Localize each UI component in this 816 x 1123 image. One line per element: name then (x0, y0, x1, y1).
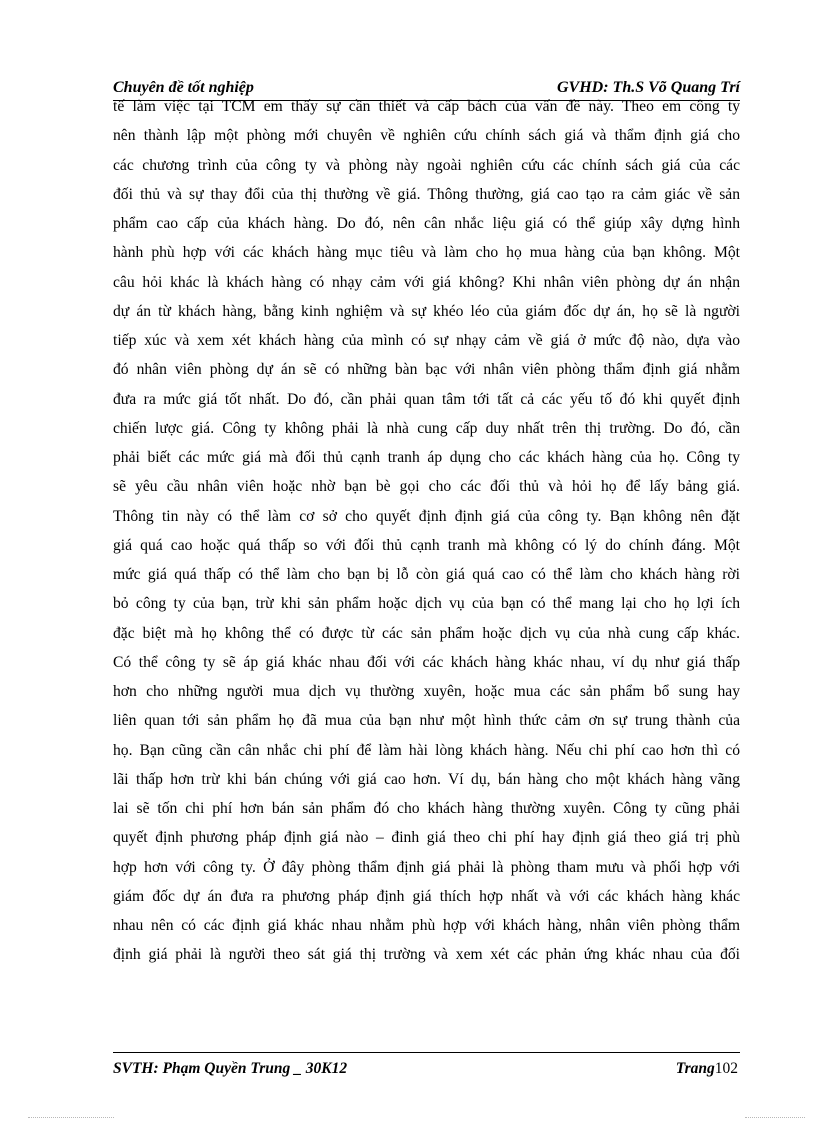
text-line: liên quan tới sản phẩm họ đã mua của bạn như một hình thức cảm ơn sự trung thành của (113, 712, 740, 730)
text-line: dự án từ khách hàng, bằng kinh nghiệm và sự khéo léo của giám đốc dự án, họ sẽ là người (113, 302, 740, 320)
text-line: tiếp xúc và xem xét khách hàng của mình có sự nhạy cảm về giá ở mức độ nào, dựa vào (113, 332, 740, 349)
text-line: nên thành lập một phòng mới chuyên về nghiên cứu chính sách giá và thẩm định giá cho (113, 127, 740, 145)
text-line: các chương trình của công ty và phòng này ngoài nghiên cứu các chính sách giá của các (113, 156, 740, 174)
text-line: đưa ra mức giá tốt nhất. Do đó, cần phải quan tâm tới tất cả các yếu tố đó khi quyết định (113, 390, 740, 408)
header-advisor: GVHD: Th.S Võ Quang Trí (557, 79, 740, 96)
text-line: hơn cho những người mua dịch vụ thường xuyên, hoặc mua các sản phẩm bổ sung hay (113, 683, 740, 700)
text-line: đó nhân viên phòng dự án sẽ có những bàn bạc với nhân viên phòng thẩm định giá nhằm (113, 361, 740, 379)
page-corner-mark-left (28, 1117, 114, 1118)
text-line: định giá phải là người theo sát giá thị trường và xem xét các phản ứng khác nhau của đối (113, 946, 740, 964)
text-line: đối thủ và sự thay đổi của thị thường về giá. Thông thường, giá cao tạo ra cảm giác về sản (113, 185, 740, 203)
text-line: Thông tin này có thể làm cơ sở cho quyết định định giá của công ty. Bạn không nên đặt (113, 507, 740, 525)
text-line: mức giá quá thấp có thể làm cho bạn bị lỗ còn giá quá cao có thể làm cho khách hàng rời (113, 566, 740, 583)
text-line: phẩm cao cấp của khách hàng. Do đó, nên cân nhắc liệu giá có thể giúp xây dựng hình (113, 215, 740, 232)
text-line: nhau nên có các định giá khác nhau nhằm phù hợp với khách hàng, nhân viên phòng thẩm (113, 917, 740, 934)
text-line: giám đốc dự án đưa ra phương pháp định giá thích hợp nhất và với các khách hàng khác (113, 887, 740, 905)
text-line: họ. Bạn cũng cần cân nhắc chi phí để làm hài lòng khách hàng. Nếu chi phí cao hơn thì có (113, 741, 740, 759)
text-line: tế làm việc tại TCM em thấy sự cần thiết và cấp bách của vấn đề này. Theo em công ty (113, 98, 740, 115)
text-line: lai sẽ tốn chi phí hơn bán sản phẩm đó cho khách hàng thường xuyên. Công ty cũng phải (113, 800, 740, 817)
text-line: bỏ công ty của bạn, trừ khi sản phẩm hoặc dịch vụ của bạn có thể mang lại cho họ lợi ích (113, 595, 740, 613)
page-number: 102 (714, 1060, 738, 1077)
text-line: chiến lược giá. Công ty không phải là nhà cung cấp duy nhất trên thị trường. Do đó, cần (113, 419, 740, 437)
text-line: sẽ yêu cầu nhân viên hoặc nhờ bạn bè gọi cho các đối thủ và hỏi họ để lấy bảng giá. (113, 478, 740, 496)
footer-page-label: Trang (675, 1060, 715, 1077)
text-line: giá quá cao hoặc quá thấp so với đối thủ cạnh tranh mà không có lý do chính đáng. Một (113, 536, 740, 554)
header-document-title: Chuyên đề tốt nghiệp (113, 79, 254, 96)
text-line: hành phù hợp với các khách hàng mục tiêu và làm cho họ mua hàng của bạn không. Một (113, 244, 740, 262)
text-line: hợp hơn với công ty. Ở đây phòng thẩm định giá phải là phòng tham mưu và phối hợp với (113, 858, 740, 876)
text-line: đặc biệt mà họ không thể có được từ các sản phẩm hoặc dịch vụ của nhà cung cấp khác. (113, 624, 740, 642)
page-footer (113, 1052, 740, 1081)
body-paragraph (113, 92, 740, 970)
text-line: lãi thấp hơn trừ khi bán chúng với giá cao hơn. Ví dụ, bán hàng cho một khách hàng vãng (113, 770, 740, 788)
text-line: câu hỏi khác là khách hàng có nhạy cảm với giá không? Khi nhân viên phòng dự án nhận (113, 273, 740, 291)
footer-student: SVTH: Phạm Quyền Trung _ 30K12 (113, 1060, 348, 1077)
footer-page (676, 1056, 738, 1082)
text-line: quyết định phương pháp định giá nào – đinh giá theo chi phí hay định giá theo giá trị phù (113, 829, 740, 847)
text-line: Có thể công ty sẽ áp giá khác nhau đối với các khách hàng khác nhau, ví dụ như giá thấp (113, 653, 740, 671)
text-line: phải biết các mức giá mà đối thủ cạnh tranh áp dụng cho các khách hàng của họ. Công ty (113, 449, 740, 466)
page-corner-mark-right (745, 1117, 805, 1118)
